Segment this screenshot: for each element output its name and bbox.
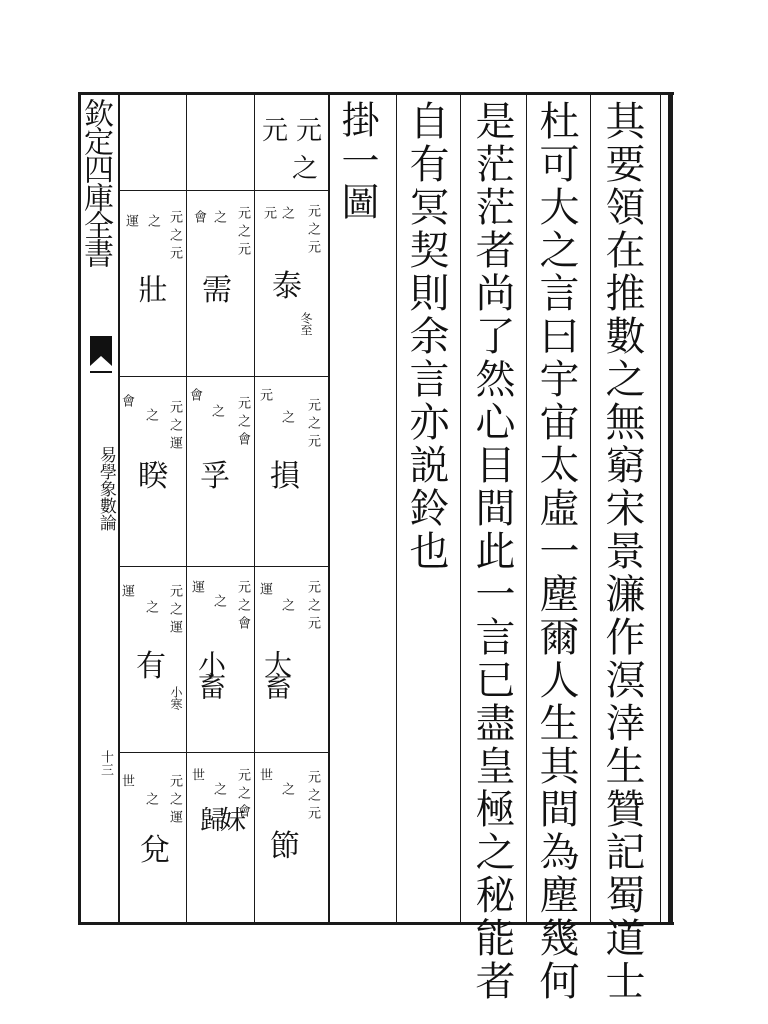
chart-grid-line [254,95,255,922]
cell-label-right: 元 [167,400,182,413]
cell-label-right: 元 [167,246,182,259]
cell-label-left: 運 [189,580,204,593]
cell-label-right: 之 [167,418,182,431]
cell-label-left: 世 [257,768,272,781]
hexagram-name: 需 [202,273,232,308]
cell-label-left: 會 [119,394,134,407]
cell-label-right: 元 [305,240,320,253]
cell-label-right: 會 [235,804,250,817]
cell-label-right: 會 [235,616,250,629]
hexagram-name: 歸妹 [200,806,241,836]
frame-bottom-line [78,922,674,925]
cell-label-left: 運 [119,584,134,597]
hexagram-name: 孚 [200,459,230,494]
book-title: 易學象數論 [95,446,116,531]
solar-term-note: 小寒 [169,686,183,710]
page-number: 十三 [98,750,113,776]
cell-label-right: 之 [235,414,250,427]
cell-label-right: 元 [167,584,182,597]
cell-label-left: 會 [187,388,202,401]
chart-grid-line [120,566,328,567]
column-rule [396,95,397,922]
column-rule [460,95,461,922]
cell-label-right: 之 [167,602,182,615]
cell-label-left: 世 [189,768,204,781]
cell-label-right: 元 [305,434,320,447]
chart-header-char: 元 [296,116,323,146]
chart-grid-line [120,752,328,753]
cell-label-right: 之 [235,786,250,799]
hexagram-name: 節 [270,829,300,864]
chart-header-char: 之 [292,154,319,184]
cell-label-right: 元 [235,580,250,593]
column-rule [328,95,330,922]
cell-label-left: 之 [211,594,226,607]
cell-label-right: 元 [305,806,320,819]
cell-label-right: 之 [235,224,250,237]
cell-label-left: 之 [143,792,158,805]
cell-label-left: 之 [143,600,158,613]
cell-label-right: 元 [235,206,250,219]
cell-label-left: 之 [279,782,294,795]
chart-grid-line [120,376,328,377]
cell-label-left: 之 [279,206,294,219]
cell-label-left: 之 [143,408,158,421]
cell-label-left: 元 [261,206,276,219]
cell-label-left: 之 [279,598,294,611]
cell-label-right: 運 [167,810,182,823]
text-column-4: 自有冥契則余言亦説鈴也 [403,100,449,573]
text-column-1: 其要領在推數之無窮宋景濂作溟涬生贊記蜀道士 [599,100,645,1003]
cell-label-left: 會 [191,210,206,223]
cell-label-right: 之 [305,416,320,429]
hexagram-name: 損 [270,459,300,494]
cell-label-right: 會 [235,432,250,445]
cell-label-right: 元 [305,398,320,411]
column-rule [526,95,527,922]
cell-label-right: 元 [305,770,320,783]
cell-label-right: 元 [167,774,182,787]
margin-divider-line [118,92,120,925]
cell-label-right: 之 [167,228,182,241]
chart-grid-line [186,95,187,922]
cell-label-left: 之 [211,782,226,795]
cell-label-left: 之 [279,410,294,423]
chart-header-char: 元 [262,116,289,146]
cell-label-right: 元 [305,580,320,593]
cell-label-right: 之 [305,788,320,801]
hexagram-name: 有 [136,649,166,684]
cell-label-right: 元 [305,204,320,217]
hexagram-name: 大畜 [260,650,293,694]
chart-title: 掛一圖 [335,100,379,223]
text-column-3: 是茫茫者尚了然心目間此一言已盡皇極之秘能者 [469,100,515,1003]
column-rule [590,95,591,922]
cell-label-right: 之 [305,222,320,235]
frame-top-line [78,92,674,95]
hexagram-name: 壯 [138,273,168,308]
hexagram-name: 兌 [140,833,170,868]
chart-grid-line [120,190,328,191]
frame-right-inner-line [660,92,661,925]
cell-label-left: 運 [123,214,138,227]
cell-label-right: 元 [235,768,250,781]
collection-title: 欽定四庫全書 [78,98,113,266]
text-column-2: 杜可大之言曰宇宙太虛一塵爾人生其間為塵幾何 [533,100,579,1003]
cell-label-right: 運 [167,436,182,449]
cell-label-left: 運 [257,582,272,595]
fish-tail-mark-icon [88,332,114,374]
solar-term-note: 冬至 [299,312,313,336]
hexagram-name: 泰 [272,269,302,304]
hexagram-name: 睽 [138,459,168,494]
cell-label-right: 之 [235,598,250,611]
cell-label-left: 元 [257,388,272,401]
cell-label-right: 元 [305,616,320,629]
cell-label-left: 之 [209,404,224,417]
cell-label-right: 元 [235,242,250,255]
cell-label-left: 之 [145,214,160,227]
cell-label-right: 元 [235,396,250,409]
cell-label-right: 之 [305,598,320,611]
cell-label-left: 世 [119,774,134,787]
cell-label-right: 元 [167,210,182,223]
cell-label-right: 之 [167,792,182,805]
cell-label-right: 運 [167,620,182,633]
frame-right-line [668,92,673,925]
cell-label-left: 之 [211,210,226,223]
hexagram-name: 小畜 [194,650,227,694]
